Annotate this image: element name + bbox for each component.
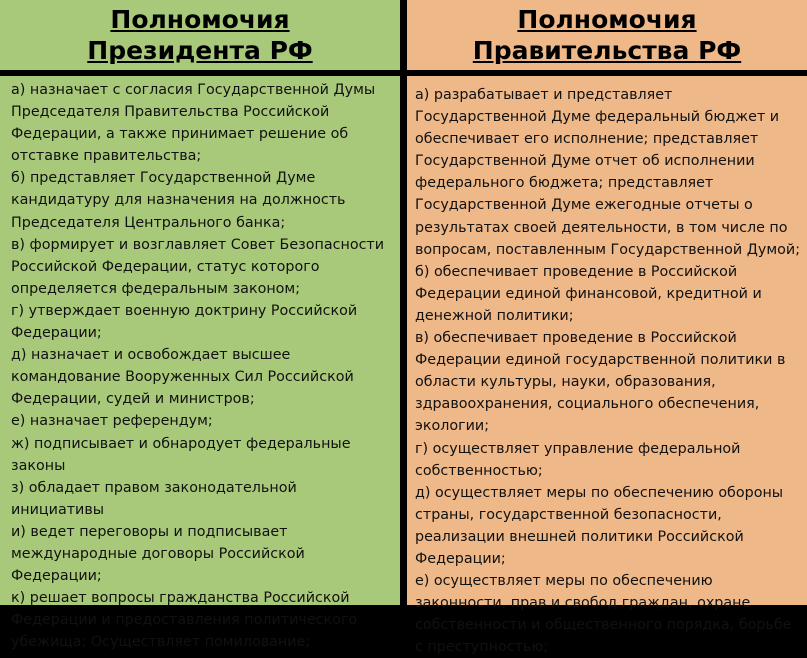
president-power-item: з) обладает правом законодательной инициативы xyxy=(11,479,297,518)
president-title-line2: Президента РФ xyxy=(87,36,313,65)
government-power-item: г) осуществляет управление федеральной собственностью; xyxy=(415,440,741,479)
president-power-item: ж) подписывает и обнародует федеральные законы xyxy=(11,435,351,474)
president-header xyxy=(0,0,400,70)
government-power-item: е) осуществляет меры по обеспечению законности, прав и свобод граждан, охране собственности и общественного порядка, борьбе с преступностью; xyxy=(415,573,792,656)
president-power-item: а) назначает с согласия Государственной Думы Председателя Правительства Российской Федерации, а также принимает решение об отставке правительства; xyxy=(11,82,376,165)
government-power-item: в) обеспечивает проведение в Российской Федерации единой государственной политики в области культуры, науки, образования, здравоохранения, социального обеспечения, экологии; xyxy=(415,330,786,435)
president-power-item: е) назначает референдум; xyxy=(11,413,213,430)
government-power-item: б) обеспечивает проведение в Российской Федерации единой финансовой, кредитной и денежной политики; xyxy=(415,263,762,324)
government-powers-list xyxy=(407,76,807,656)
president-power-item: и) ведет переговоры и подписывает международные договоры Российской Федерации; xyxy=(11,523,305,585)
president-power-item: к) решает вопросы гражданства Российской Федерации и предоставления политического убежища; Осуществляет помилование; xyxy=(11,590,358,651)
president-power-item: в) формирует и возглавляет Совет Безопасности Российской Федерации, статус которого определяется федеральным законом; xyxy=(11,236,385,297)
president-power-item: д) назначает и освобождает высшее командование Вооруженных Сил Российской Федерации, судей и министров; xyxy=(11,347,354,408)
president-powers-list xyxy=(0,76,400,651)
government-header xyxy=(407,0,807,70)
government-title-line2: Правительства РФ xyxy=(472,36,742,65)
government-power-item: д) осуществляет меры по обеспечению обороны страны, государственной безопасности, реализации внешней политики Российской Федерации; xyxy=(415,484,784,567)
president-title-line1: Полномочия xyxy=(110,5,290,34)
government-title-line1: Полномочия xyxy=(517,5,697,34)
president-power-item: г) утверждает военную доктрину Российской Федерации; xyxy=(11,302,358,342)
president-power-item: б) представляет Государственной Думе кандидатуру для назначения на должность Председателя Центрального банка; xyxy=(11,170,346,231)
government-power-item: а) разрабатывает и представляет Государственной Думе федеральный бюджет и обеспечивает его исполнение; представляет Государственной Думе отчет об исполнении федерального бюджета; представляет Государственной Думе ежегодные отчеты о результатах своей деятельности, в том числе по вопросам, поставленным Государственной Думой; xyxy=(415,87,801,258)
